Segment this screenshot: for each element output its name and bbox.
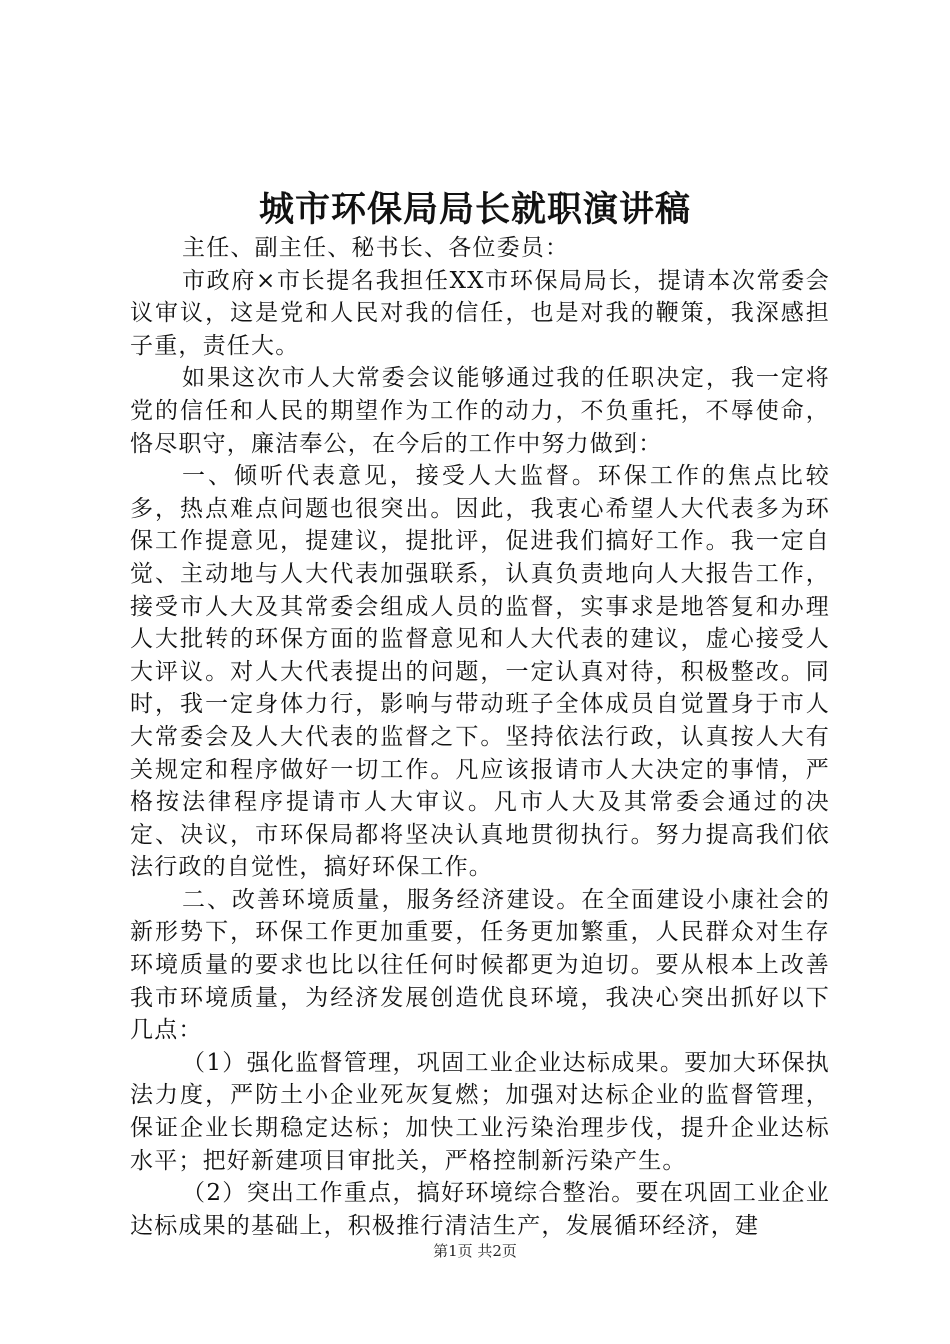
- commitment-paragraph: 如果这次市人大常委会议能够通过我的任职决定，我一定将党的信任和人民的期望作为工作的动力，不负重托，不辱使命，恪尽职守，廉洁奉公，在今后的工作中努力做到：: [130, 365, 830, 457]
- document-body: [130, 232, 830, 1242]
- item-one-paragraph: （1）强化监督管理，巩固工业企业达标成果。要加大环保执法力度，严防土小企业死灰复燃；加强对达标企业的监督管理，保证企业长期稳定达标；加快工业污染治理步伐，提升企业达标水平；把好新建项目审批关，严格控制新污染产生。: [130, 1049, 830, 1174]
- section-one-paragraph: 一、倾听代表意见，接受人大监督。环保工作的焦点比较多，热点难点问题也很突出。因此，我衷心希望人大代表多为环保工作提意见，提建议，提批评，促进我们搞好工作。我一定自觉、主动地与人大代表加强联系，认真负责地向人大报告工作，接受市人大及其常委会组成人员的监督，实事求是地答复和办理人大批转的环保方面的监督意见和人大代表的建议，虚心接受人大评议。对人大代表提出的问题，一定认真对待，积极整改。同时，我一定身体力行，影响与带动班子全体成员自觉置身于市人大常委会及人大代表的监督之下。坚持依法行政，认真按人大有关规定和程序做好一切工作。凡应该报请市人大决定的事情，严格按法律程序提请市人大审议。凡市人大及其常委会通过的决定、决议，市环保局都将坚决认真地贯彻执行。努力提高我们依法行政的自觉性，搞好环保工作。: [130, 463, 830, 881]
- section-two-paragraph: 二、改善环境质量，服务经济建设。在全面建设小康社会的新形势下，环保工作更加重要，任务更加繁重，人民群众对生存环境质量的要求也比以往任何时候都更为迫切。要从根本上改善我市环境质量，为经济发展创造优良环境，我决心突出抓好以下几点：: [130, 886, 830, 1044]
- page-number: 第1页 共2页: [433, 1242, 517, 1260]
- item-two-paragraph: （2）突出工作重点，搞好环境综合整治。要在巩固工业企业达标成果的基础上，积极推行清洁生产，发展循环经济，建: [130, 1180, 830, 1239]
- salutation-paragraph: 主任、副主任、秘书长、各位委员：: [182, 235, 570, 261]
- intro-paragraph: 市政府×市长提名我担任XX市环保局局长，提请本次常委会议审议，这是党和人民对我的信任，也是对我的鞭策，我深感担子重，责任大。: [130, 267, 830, 359]
- document-title: 城市环保局局长就职演讲稿: [258, 190, 691, 230]
